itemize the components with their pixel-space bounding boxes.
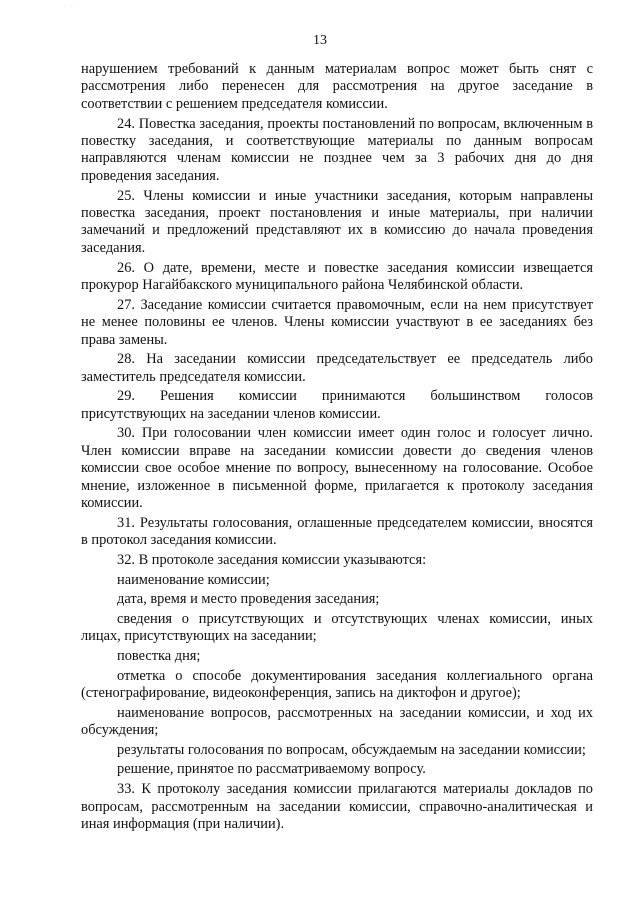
paragraph: 31. Результаты голосования, оглашенные председателем комиссии, вносятся в протокол заседания комиссии. [81, 514, 593, 549]
scan-artifact: · · · [64, 4, 82, 9]
paragraph: 32. В протоколе заседания комиссии указываются: [117, 551, 427, 568]
paragraph: 29. Решения комиссии принимаются большинством голосов присутствующих на заседании членов комиссии. [81, 388, 593, 422]
list-item: дата, время и место проведения заседания; [117, 591, 380, 608]
paragraph: 28. На заседании комиссии председательствует ее председатель либо заместитель председателя комиссии. [81, 351, 593, 385]
list-item: наименование вопросов, рассмотренных на заседании комиссии, и ход их обсуждения; [81, 704, 593, 739]
page-number: 13 [313, 33, 327, 48]
paragraph: 26. О дате, времени, месте и повестке заседания комиссии извещается прокурор Нагайбакского муниципального района Челябинской области. [81, 259, 593, 293]
list-item: сведения о присутствующих и отсутствующих членах комиссии, иных лицах, присутствующих на заседании; [81, 610, 593, 645]
paragraph: нарушением требований к данным материалам вопрос может быть снят с рассмотрения либо перенесен для рассмотрения на другое заседание в соответствии с решением председателя комиссии. [81, 61, 593, 112]
document-body [81, 61, 593, 836]
list-item: наименование комиссии; [117, 571, 270, 588]
paragraph: 25. Члены комиссии и иные участники заседания, которым направлены повестка заседания, проект постановления и иные материалы, при наличии замечаний и предложений представляют их в комиссию до начала проведения заседания. [81, 187, 593, 256]
list-item: отметка о способе документирования заседания коллегиального органа (стенографирование, видеоконференция, запись на диктофон и другое); [81, 667, 593, 702]
paragraph: 33. К протоколу заседания комиссии прилагаются материалы докладов по вопросам, рассмотренным на заседании комиссии, справочно-аналитическая и иная информация (при наличии). [81, 781, 593, 832]
paragraph: 24. Повестка заседания, проекты постановлений по вопросам, включенным в повестку заседания, и соответствующие материалы по данным вопросам направляются членам комиссии не позднее чем за 3 рабочих дня до дня проведения заседания. [81, 115, 593, 184]
list-item: повестка дня; [117, 647, 201, 664]
list-item: результаты голосования по вопросам, обсуждаемым на заседании комиссии; [117, 741, 586, 758]
list-item: решение, принятое по рассматриваемому вопросу. [117, 761, 426, 778]
paragraph: 27. Заседание комиссии считается правомочным, если на нем присутствует не менее половины ее членов. Члены комиссии участвуют в ее заседаниях без права замены. [81, 296, 593, 348]
paragraph: 30. При голосовании член комиссии имеет один голос и голосует лично. Член комиссии вправе на заседании комиссии довести до сведения членов комиссии свое особое мнение по вопросу, вынесенному на голосование. Особое мнение, изложенное в письменной форме, прилагается к протоколу заседания комиссии. [81, 425, 593, 512]
